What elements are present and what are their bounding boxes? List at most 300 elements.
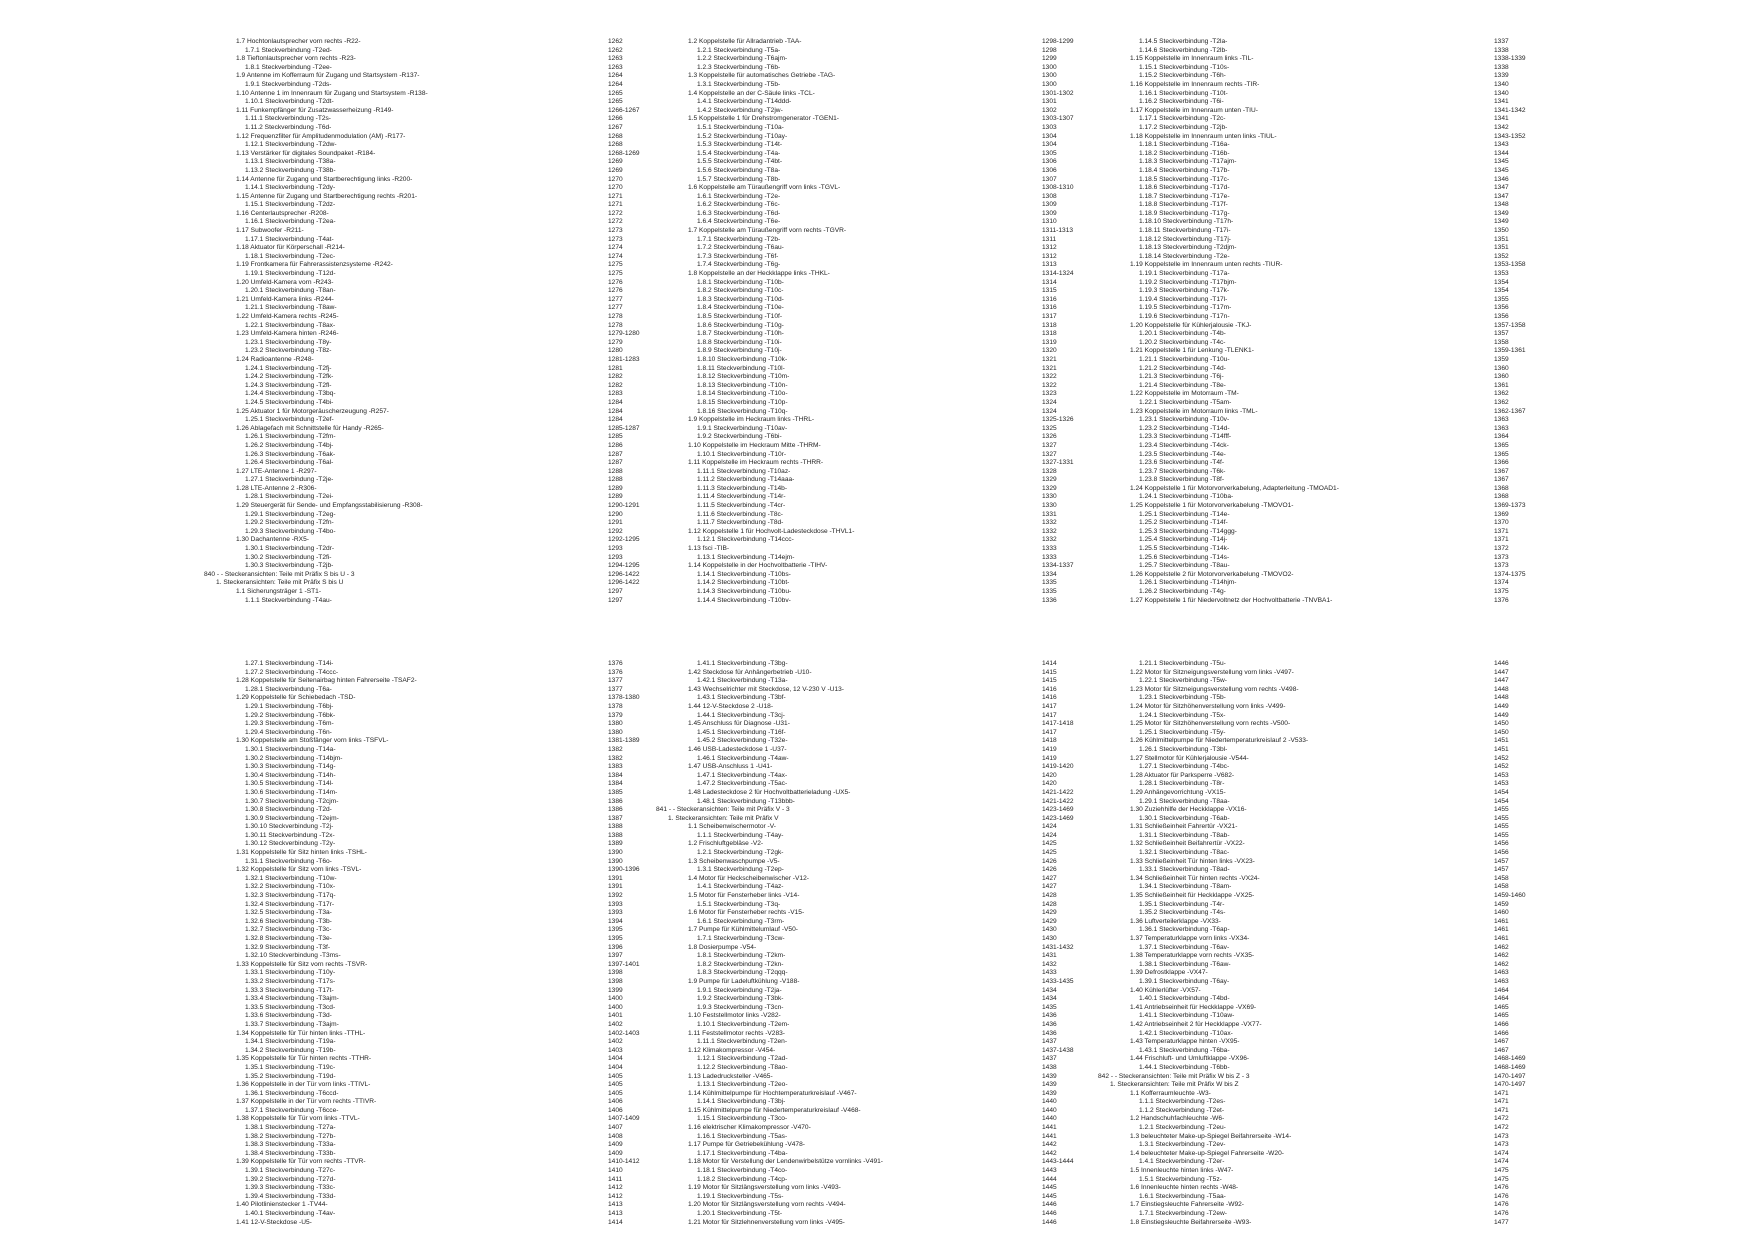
toc-entry-title: 1.39 Koppelstelle für Tür vorn rechts -TTVR-: [236, 1158, 366, 1166]
toc-entry[interactable]: [1130, 901, 1690, 910]
toc-entry-page: 1272: [608, 218, 623, 226]
toc-entry[interactable]: [1130, 373, 1690, 382]
toc-entry[interactable]: [1130, 1107, 1690, 1116]
toc-entry[interactable]: [1130, 433, 1690, 442]
toc-entry[interactable]: [1098, 1072, 1690, 1082]
toc-entry-page: 1289: [608, 484, 623, 492]
toc-entry[interactable]: [1130, 279, 1690, 288]
toc-entry-title: 1.24 Motor für Sitzhöhenverstellung vorn links -V499-: [1130, 702, 1286, 710]
toc-entry-title: 1.43.1 Steckverbindung -T3bf-: [697, 694, 786, 702]
toc-entry-title: 1.18.11 Steckverbindung -T17i-: [1139, 227, 1231, 235]
toc-entry-title: 1.10.1 Steckverbindung -T10r-: [697, 450, 787, 458]
toc-entry-page: 1314: [1042, 278, 1057, 286]
toc-entry-title: 1.23 Umfeld-Kamera hinten -R246-: [236, 330, 339, 338]
toc-entry[interactable]: [1130, 554, 1690, 563]
toc-entry-title: 1.11.2 Steckverbindung -T6d-: [245, 123, 332, 131]
toc-entry-title: 1.12 Frequenzfilter für Amplitudenmodulation (AM) -R177-: [236, 132, 406, 140]
toc-entry[interactable]: [1130, 720, 1690, 729]
toc-entry[interactable]: [1130, 926, 1690, 935]
toc-entry[interactable]: [1130, 519, 1690, 528]
toc-entry[interactable]: [1130, 952, 1690, 961]
toc-entry-page: 1333: [1042, 545, 1057, 553]
toc-entry[interactable]: [1130, 115, 1690, 124]
toc-entry[interactable]: [1130, 969, 1690, 978]
toc-entry-title: 1.8.3 Steckverbindung -T2qqq-: [697, 969, 788, 977]
toc-entry-page: 1335: [1042, 588, 1057, 595]
toc-entry-title: 1.33.4 Steckverbindung -T3ajm-: [245, 995, 339, 1003]
toc-entry[interactable]: [1130, 918, 1690, 927]
toc-entry-title: 1.32.2 Steckverbindung -T10x-: [245, 883, 336, 891]
toc-entry-page: 1465: [1494, 1003, 1509, 1011]
toc-entry-title: 1.2.3 Steckverbindung -T6b-: [697, 63, 781, 71]
toc-entry-page: 1287: [608, 459, 623, 467]
toc-entry[interactable]: [1130, 64, 1690, 73]
toc-entry-title: 1.25 Koppelstelle 1 für Motorvorverkabelung -TMOVO1-: [1130, 502, 1294, 510]
toc-entry-page: 1436: [1042, 1029, 1057, 1037]
toc-entry[interactable]: [1130, 47, 1690, 56]
toc-entry-page: 1429: [1042, 917, 1057, 925]
toc-entry[interactable]: [1130, 978, 1690, 987]
toc-entry[interactable]: [1130, 425, 1690, 434]
toc-entry-title: 841 - - Steckeransichten: Teile mit Präfix V - 3: [656, 806, 790, 814]
toc-entry[interactable]: [1130, 218, 1690, 227]
toc-entry-title: 1.44.1 Steckverbindung -T3cj-: [697, 711, 785, 719]
toc-entry[interactable]: [1130, 416, 1690, 425]
toc-entry[interactable]: [1130, 90, 1690, 99]
toc-entry[interactable]: [1130, 451, 1690, 460]
toc-entry-title: 1.25.3 Steckverbindung -T14ggg-: [1139, 527, 1237, 535]
toc-entry[interactable]: [1130, 339, 1690, 348]
toc-entry-page: 1308-1310: [1042, 184, 1074, 192]
toc-entry-page: 1440: [1042, 1098, 1057, 1106]
toc-entry-title: 1.19 Frontkamera für Fahrerassistenzsysteme -R242-: [236, 261, 393, 269]
toc-entry[interactable]: [1130, 1176, 1690, 1185]
toc-entry-title: 1.11.1 Steckverbindung -T10az-: [697, 467, 791, 475]
toc-entry-page: 1341: [1494, 98, 1509, 106]
toc-entry[interactable]: [1130, 124, 1690, 133]
toc-entry-page: 1447: [1494, 677, 1509, 685]
toc-entry[interactable]: [1130, 1064, 1690, 1073]
toc-entry[interactable]: [1130, 772, 1690, 781]
toc-entry[interactable]: [1130, 562, 1690, 571]
toc-entry[interactable]: [1130, 1201, 1690, 1210]
toc-entry[interactable]: [1130, 347, 1690, 356]
toc-entry-page: 1363: [1494, 424, 1509, 432]
toc-entry-title: 1.30.8 Steckverbindung -T2d-: [245, 806, 332, 814]
toc-entry-page: 1352: [1494, 252, 1509, 260]
toc-entry-page: 1424: [1042, 831, 1057, 839]
toc-entry-title: 1.11 Funkempfänger für Zusatzwasserheizung -R149-: [236, 106, 394, 114]
toc-entry-page: 1303-1307: [1042, 115, 1074, 123]
toc-entry[interactable]: [1130, 536, 1690, 545]
toc-entry[interactable]: [1130, 579, 1690, 588]
toc-entry-title: 1.8 Dosierpumpe -V54-: [688, 943, 757, 951]
toc-entry[interactable]: [1130, 107, 1690, 116]
toc-entry-page: 1446: [1042, 1210, 1057, 1217]
toc-entry[interactable]: [1130, 712, 1690, 721]
toc-entry-page: 1476: [1494, 1192, 1509, 1200]
toc-entry[interactable]: [1130, 193, 1690, 202]
toc-entry[interactable]: [1130, 511, 1690, 520]
toc-entry-title: 1.29.1 Steckverbindung -T8aa-: [1139, 797, 1230, 805]
toc-entry-page: 1431-1432: [1042, 943, 1074, 951]
toc-entry[interactable]: [1110, 1081, 1690, 1090]
toc-entry-page: 1318: [1042, 321, 1057, 329]
toc-entry[interactable]: [1130, 133, 1690, 142]
toc-entry[interactable]: [1130, 201, 1690, 210]
toc-entry-title: 1.25.1 Steckverbindung -T5y-: [1139, 728, 1226, 736]
toc-entry-page: 1272: [608, 209, 623, 217]
toc-entry[interactable]: [1130, 815, 1690, 824]
toc-entry-page: 1415: [1042, 668, 1057, 676]
toc-entry[interactable]: [1130, 408, 1690, 417]
toc-entry[interactable]: [1130, 1038, 1690, 1047]
toc-entry-page: 1270: [608, 175, 623, 183]
toc-entry-page: 1388: [608, 823, 623, 831]
toc-entry-title: 1.30.5 Steckverbindung -T14l-: [245, 780, 334, 788]
toc-entry-title: 1.28.1 Steckverbindung -T6a-: [245, 685, 332, 693]
toc-entry-title: 1.17.1 Steckverbindung -T4ba-: [697, 1149, 788, 1157]
toc-entry[interactable]: [1130, 588, 1690, 597]
toc-entry-title: 1.6 Motor für Fensterheber rechts -V15-: [688, 909, 805, 917]
toc-entry[interactable]: [1130, 1219, 1690, 1228]
toc-entry-title: 1.30.10 Steckverbindung -T2j-: [245, 823, 334, 831]
toc-entry-page: 1374-1375: [1494, 570, 1526, 578]
toc-entry[interactable]: [1130, 150, 1690, 159]
toc-entry-title: 840 - - Steckeransichten: Teile mit Präfix S bis U - 3: [204, 570, 355, 578]
toc-entry[interactable]: [1130, 1012, 1690, 1021]
toc-entry[interactable]: [1130, 1115, 1690, 1124]
toc-entry-page: 1439: [1042, 1081, 1057, 1089]
toc-entry-page: 1474: [1494, 1158, 1509, 1166]
toc-entry-page: 1308: [1042, 192, 1057, 200]
toc-entry[interactable]: [1130, 330, 1690, 339]
toc-entry-title: 1.23.2 Steckverbindung -T8z-: [245, 347, 332, 355]
toc-entry[interactable]: [1130, 1098, 1690, 1107]
toc-entry[interactable]: [1130, 356, 1690, 365]
toc-entry-page: 1413: [608, 1210, 623, 1217]
toc-entry[interactable]: [1130, 597, 1690, 606]
toc-entry[interactable]: [1130, 909, 1690, 918]
toc-entry-page: 1449: [1494, 711, 1509, 719]
toc-entry-page: 1406: [608, 1106, 623, 1114]
toc-entry-page: 1452: [1494, 754, 1509, 762]
toc-entry[interactable]: [1130, 98, 1690, 107]
toc-entry[interactable]: [1130, 806, 1690, 815]
toc-entry-title: 1.34.1 Steckverbindung -T19a-: [245, 1038, 336, 1046]
toc-entry[interactable]: [1130, 210, 1690, 219]
toc-entry-title: 1.47.1 Steckverbindung -T4ax-: [697, 771, 788, 779]
toc-entry-title: 1.5.1 Steckverbindung -T3q-: [697, 900, 781, 908]
toc-entry-title: 1.39.2 Steckverbindung -T27d-: [245, 1175, 336, 1183]
toc-entry-title: 1.38 Koppelstelle für Tür vorn links -TTVL-: [236, 1115, 360, 1123]
toc-entry[interactable]: [1130, 227, 1690, 236]
toc-entry-title: 1.18.4 Steckverbindung -T17b-: [1139, 166, 1230, 174]
toc-entry-page: 1293: [608, 553, 623, 561]
toc-entry[interactable]: [1130, 1141, 1690, 1150]
toc-entry[interactable]: [1130, 780, 1690, 789]
toc-entry-page: 1435: [1042, 1003, 1057, 1011]
toc-entry-page: 1468-1469: [1494, 1063, 1526, 1071]
toc-entry-title: 1.43 Temperaturklappe hinten -VX95-: [1130, 1038, 1240, 1046]
toc-entry-title: 1.41 12-V-Steckdose -U5-: [236, 1218, 312, 1226]
toc-entry[interactable]: [1130, 729, 1690, 738]
toc-entry-title: 1.30.12 Steckverbindung -T2y-: [245, 840, 336, 848]
toc-entry[interactable]: [1130, 390, 1690, 399]
toc-entry[interactable]: [1130, 485, 1690, 494]
toc-entry[interactable]: [1130, 158, 1690, 167]
toc-entry-page: 1276: [608, 287, 623, 295]
toc-entry-page: 1417: [1042, 728, 1057, 736]
toc-entry[interactable]: [1130, 1047, 1690, 1056]
toc-entry[interactable]: [1130, 1055, 1690, 1064]
toc-entry[interactable]: [1130, 669, 1690, 678]
toc-entry[interactable]: [1130, 1124, 1690, 1133]
toc-entry-title: 1.9.2 Steckverbindung -T3bk-: [697, 995, 784, 1003]
toc-entry[interactable]: [1130, 459, 1690, 468]
toc-entry[interactable]: [1130, 365, 1690, 374]
toc-entry-title: 1. Steckeransichten: Teile mit Präfix W bis Z: [1110, 1081, 1239, 1089]
toc-entry-page: 1379: [608, 711, 623, 719]
toc-entry-title: 1.40.1 Steckverbindung -T4bd-: [1139, 995, 1230, 1003]
toc-entry[interactable]: [1130, 261, 1690, 270]
toc-entry-title: 1.23.6 Steckverbindung -T4f-: [1139, 459, 1225, 467]
toc-entry-title: 1.5 Koppelstelle 1 für Drehstromgenerator -TGEN1-: [688, 115, 839, 123]
toc-entry-page: 1403: [608, 1046, 623, 1054]
toc-entry[interactable]: [1130, 81, 1690, 90]
toc-entry-title: 1.11.5 Steckverbindung -T4cr-: [697, 502, 786, 510]
toc-entry-title: 1.2.2 Steckverbindung -T6ajm-: [697, 55, 788, 63]
toc-entry-title: 1.32 Koppelstelle für Sitz vorn links -TSVL-: [236, 866, 362, 874]
toc-entry[interactable]: [1130, 660, 1690, 669]
toc-entry-page: 1382: [608, 745, 623, 753]
toc-entry[interactable]: [1130, 1167, 1690, 1176]
toc-column-3: [1130, 38, 1690, 605]
toc-entry-page: 1419-1420: [1042, 763, 1074, 771]
toc-entry-title: 1.23.1 Steckverbindung -T5b-: [1139, 694, 1226, 702]
toc-entry[interactable]: [1130, 1090, 1690, 1099]
toc-entry[interactable]: [1130, 244, 1690, 253]
toc-entry-title: 1.18.13 Steckverbindung -T2djm-: [1139, 244, 1237, 252]
toc-entry-page: 1452: [1494, 763, 1509, 771]
toc-entry[interactable]: [1130, 304, 1690, 313]
toc-entry[interactable]: [1130, 493, 1690, 502]
toc-entry[interactable]: [1130, 545, 1690, 554]
toc-entry[interactable]: [1130, 866, 1690, 875]
toc-entry-page: 1291: [608, 519, 623, 527]
toc-entry-page: 1371: [1494, 527, 1509, 535]
toc-entry-title: 1.36 Luftverteilerklappe -VX33-: [1130, 917, 1221, 925]
toc-entry-page: 1427: [1042, 883, 1057, 891]
toc-entry-title: 1.30.4 Steckverbindung -T14h-: [245, 771, 336, 779]
toc-entry[interactable]: [1130, 236, 1690, 245]
toc-entry[interactable]: [1130, 442, 1690, 451]
toc-entry-title: 1.27.1 Steckverbindung -T4bc-: [1139, 763, 1230, 771]
toc-entry-page: 1391: [608, 883, 623, 891]
toc-entry[interactable]: [1130, 987, 1690, 996]
toc-entry-title: 1.8.7 Steckverbindung -T10h-: [697, 330, 784, 338]
toc-entry-title: 1.25.7 Steckverbindung -T8au-: [1139, 562, 1230, 570]
toc-entry-title: 1.8.12 Steckverbindung -T10m-: [697, 373, 790, 381]
toc-entry-page: 1326: [1042, 433, 1057, 441]
toc-entry-page: 1321: [1042, 355, 1057, 363]
toc-entry[interactable]: [1130, 798, 1690, 807]
toc-entry-page: 1380: [608, 720, 623, 728]
toc-entry[interactable]: [1130, 476, 1690, 485]
toc-entry[interactable]: [1130, 755, 1690, 764]
toc-entry-title: 1.20 Koppelstelle für Kühlerjalousie -TKJ-: [1130, 321, 1252, 329]
toc-entry[interactable]: [1130, 176, 1690, 185]
toc-entry[interactable]: [1130, 1021, 1690, 1030]
toc-entry-title: 1.18.2 Steckverbindung -T4cp-: [697, 1175, 788, 1183]
toc-entry-title: 1.15 Koppelstelle im Innenraum links -TIL-: [1130, 55, 1254, 63]
toc-entry-page: 1451: [1494, 737, 1509, 745]
toc-entry[interactable]: [1130, 763, 1690, 772]
toc-entry-page: 1368: [1494, 484, 1509, 492]
toc-entry[interactable]: [1130, 38, 1690, 47]
toc-entry[interactable]: [1130, 468, 1690, 477]
toc-entry[interactable]: [1130, 1193, 1690, 1202]
toc-entry-title: 1.12.1 Steckverbindung -T2ad-: [697, 1055, 788, 1063]
toc-entry-page: 1455: [1494, 814, 1509, 822]
toc-entry-title: 1.25.5 Steckverbindung -T14k-: [1139, 545, 1230, 553]
toc-entry[interactable]: [1130, 789, 1690, 798]
toc-entry-page: 1313: [1042, 261, 1057, 269]
toc-entry[interactable]: [1130, 184, 1690, 193]
toc-entry[interactable]: [1130, 287, 1690, 296]
toc-entry[interactable]: [1130, 296, 1690, 305]
toc-entry[interactable]: [1130, 883, 1690, 892]
toc-entry[interactable]: [1130, 322, 1690, 331]
toc-entry[interactable]: [1130, 502, 1690, 511]
toc-entry[interactable]: [1130, 1184, 1690, 1193]
toc-entry-page: 1383: [608, 763, 623, 771]
toc-entry-title: 1.11 Koppelstelle im Heckraum rechts -THRR-: [688, 459, 824, 467]
toc-entry-page: 1417: [1042, 702, 1057, 710]
toc-entry-title: 1.6.1 Steckverbindung -T3rm-: [697, 917, 785, 925]
toc-entry-title: 1.9 Koppelstelle im Heckraum links -THRL-: [688, 416, 815, 424]
toc-entry-page: 1268: [608, 141, 623, 149]
toc-entry-title: 1. Steckeransichten: Teile mit Präfix V: [668, 814, 779, 822]
toc-entry-title: 1.35.1 Steckverbindung -T19c-: [245, 1063, 336, 1071]
toc-entry-title: 1.22 Koppelstelle im Motorraum -TM-: [1130, 390, 1239, 398]
toc-entry-title: 1.32.1 Steckverbindung -T8ac-: [1139, 849, 1230, 857]
toc-entry[interactable]: [1130, 1150, 1690, 1159]
toc-entry-page: 1385: [608, 788, 623, 796]
toc-entry-page: 1458: [1494, 874, 1509, 882]
toc-entry-page: 1282: [608, 381, 623, 389]
toc-entry-page: 1269: [608, 166, 623, 174]
toc-entry-title: 1.22.1 Steckverbindung -T5w-: [1139, 677, 1227, 685]
toc-entry[interactable]: [1130, 875, 1690, 884]
toc-entry[interactable]: [1130, 141, 1690, 150]
toc-entry-title: 1.18 Koppelstelle im Innenraum unten links -TIUL-: [1130, 132, 1277, 140]
toc-entry[interactable]: [1130, 892, 1690, 901]
toc-entry-title: 1.18.6 Steckverbindung -T17d-: [1139, 184, 1230, 192]
toc-entry-page: 1414: [1042, 660, 1057, 667]
toc-entry-title: 1.28.1 Steckverbindung -T2ei-: [245, 493, 334, 501]
toc-entry-page: 1316: [1042, 295, 1057, 303]
toc-entry[interactable]: [1130, 1004, 1690, 1013]
toc-entry[interactable]: [1130, 1210, 1690, 1219]
toc-entry-title: 1.23.4 Steckverbindung -T4ck-: [1139, 441, 1229, 449]
toc-entry[interactable]: [1130, 995, 1690, 1004]
toc-entry-title: 1.14 Kühlmittelpumpe für Hochtemperaturkreislauf -V467-: [688, 1089, 857, 1097]
toc-entry[interactable]: [1130, 823, 1690, 832]
toc-entry-title: 1.14.4 Steckverbindung -T10bv-: [697, 596, 791, 604]
toc-entry[interactable]: [1130, 167, 1690, 176]
toc-entry[interactable]: [1130, 1030, 1690, 1039]
toc-entry-title: 1.3 Koppelstelle für automatisches Getriebe -TAG-: [688, 72, 836, 80]
toc-entry[interactable]: [1130, 571, 1690, 580]
toc-entry-title: 1.16.1 Steckverbindung -T5as-: [697, 1132, 788, 1140]
toc-entry-page: 1393: [608, 909, 623, 917]
toc-entry[interactable]: [1130, 737, 1690, 746]
toc-entry-page: 1273: [608, 235, 623, 243]
toc-entry-page: 1461: [1494, 917, 1509, 925]
toc-entry[interactable]: [1130, 55, 1690, 64]
toc-entry-title: 1.26 Koppelstelle 2 für Motorvorverkabelung -TMOVO2-: [1130, 570, 1294, 578]
toc-entry-title: 1.11.2 Steckverbindung -T14aaa-: [697, 476, 795, 484]
toc-entry-title: 1.30 Zuziehhilfe der Heckklappe -VX16-: [1130, 806, 1247, 814]
toc-entry-title: 1.48.1 Steckverbindung -T13bbb-: [697, 797, 795, 805]
toc-entry-title: 1.24 Radioantenne -R248-: [236, 355, 314, 363]
toc-entry[interactable]: [1130, 72, 1690, 81]
toc-entry[interactable]: [1130, 840, 1690, 849]
toc-entry[interactable]: [1130, 1158, 1690, 1167]
toc-entry-page: 1328: [1042, 467, 1057, 475]
toc-entry[interactable]: [1130, 935, 1690, 944]
toc-entry-title: 1.23.2 Steckverbindung -T14d-: [1139, 424, 1230, 432]
toc-entry-page: 1471: [1494, 1098, 1509, 1106]
toc-entry[interactable]: [1130, 961, 1690, 970]
toc-entry-page: 1393: [608, 900, 623, 908]
toc-entry-page: 1292-1295: [608, 536, 640, 544]
toc-entry[interactable]: [1130, 849, 1690, 858]
toc-entry-title: 1.15.1 Steckverbindung -T10s-: [1139, 63, 1230, 71]
toc-entry[interactable]: [1130, 944, 1690, 953]
toc-entry[interactable]: [1130, 270, 1690, 279]
toc-entry-page: 1473: [1494, 1141, 1509, 1149]
toc-entry-title: 1.10 Antenne 1 im Innenraum für Zugang und Startsystem -R138-: [236, 89, 428, 97]
toc-entry[interactable]: [1130, 858, 1690, 867]
toc-entry[interactable]: [1130, 399, 1690, 408]
toc-entry-title: 1.29.1 Steckverbindung -T2eg-: [245, 510, 336, 518]
toc-entry[interactable]: [1130, 694, 1690, 703]
toc-entry[interactable]: [1130, 313, 1690, 322]
toc-entry-title: 1.42 Steckdose für Anhängerbetrieb -U10-: [688, 668, 812, 676]
toc-entry[interactable]: [1130, 746, 1690, 755]
toc-entry[interactable]: [1130, 703, 1690, 712]
toc-entry[interactable]: [1130, 677, 1690, 686]
toc-entry[interactable]: [1130, 382, 1690, 391]
toc-entry-title: 1.12 Koppelstelle 1 für Hochvolt-Ladesteckdose -THVL1-: [688, 527, 855, 535]
toc-entry-page: 1402: [608, 1038, 623, 1046]
toc-entry-page: 1446: [1494, 660, 1509, 667]
toc-entry-page: 1373: [1494, 553, 1509, 561]
toc-entry-page: 1473: [1494, 1132, 1509, 1140]
toc-entry-page: 1332: [1042, 519, 1057, 527]
toc-entry[interactable]: [1130, 253, 1690, 262]
toc-entry-title: 1.25 Motor für Sitzhöhenverstellung vorn rechts -V500-: [1130, 720, 1291, 728]
toc-entry[interactable]: [1130, 528, 1690, 537]
toc-entry-page: 1334-1337: [1042, 562, 1074, 570]
toc-entry-page: 1351: [1494, 244, 1509, 252]
toc-entry-page: 1397-1401: [608, 960, 640, 968]
toc-entry[interactable]: [1130, 1133, 1690, 1142]
toc-entry[interactable]: [1130, 832, 1690, 841]
toc-entry[interactable]: [1130, 686, 1690, 695]
